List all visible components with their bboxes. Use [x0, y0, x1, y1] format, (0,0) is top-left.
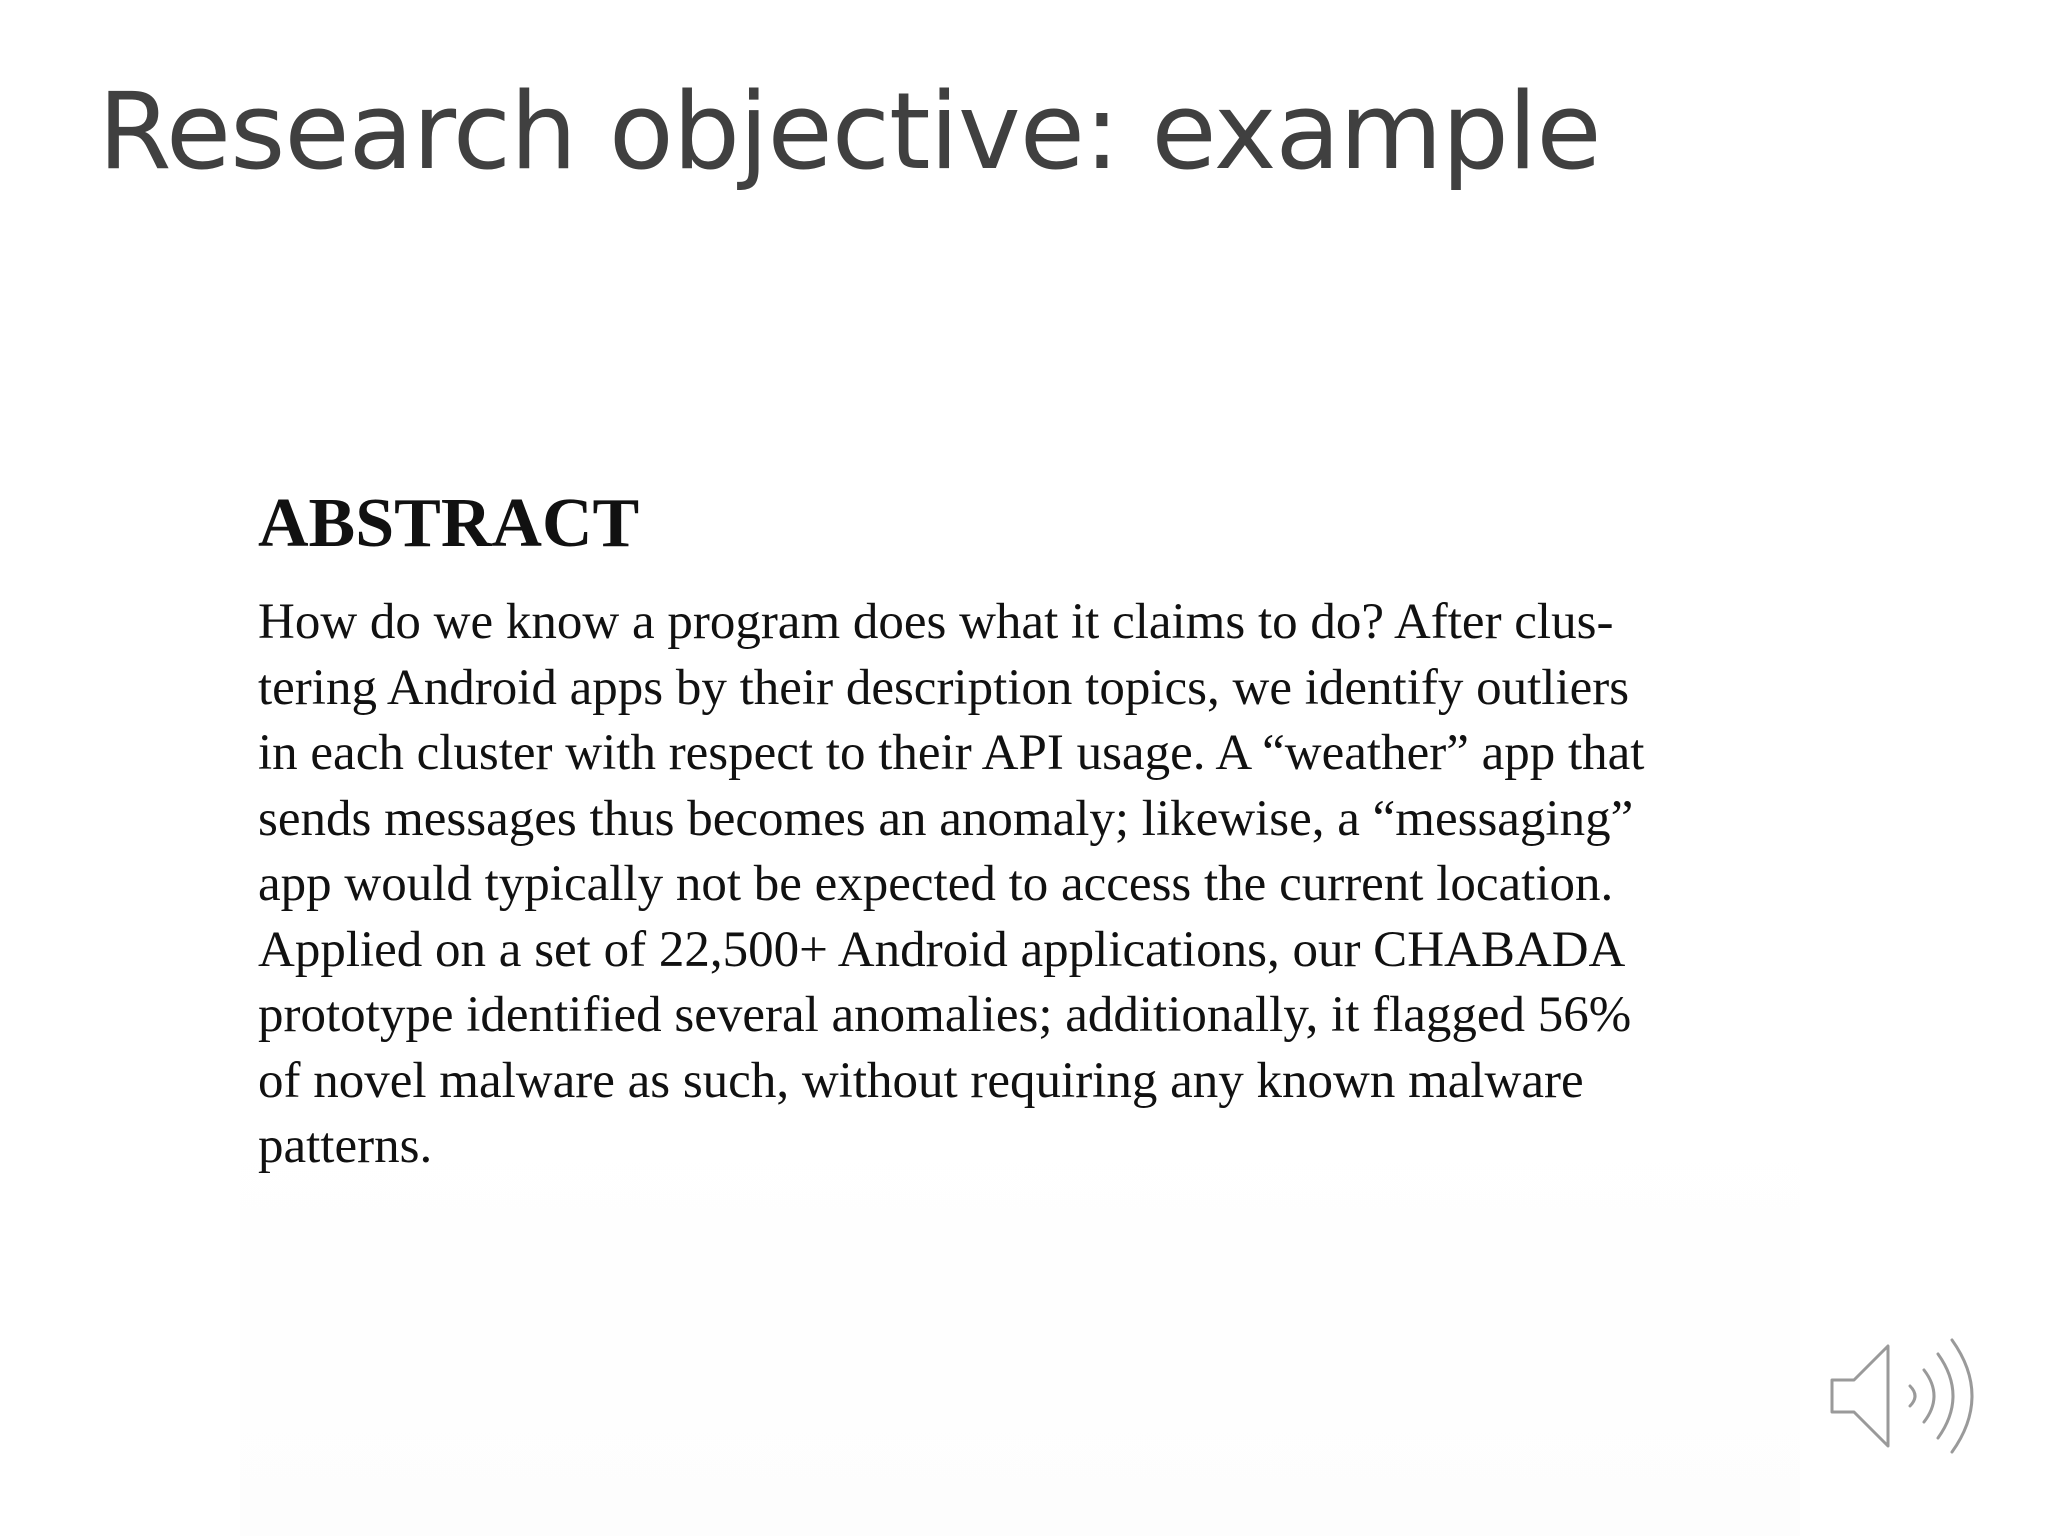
abstract-line: in each cluster with respect to their API usage. A “weather” app that [258, 725, 1645, 781]
abstract-heading: ABSTRACT [258, 485, 640, 562]
abstract-line: of novel malware as such, without requiring any known malware [258, 1052, 1584, 1109]
abstract-line: How do we know a program does what it claims to do? After clus- [258, 594, 1614, 650]
speaker-icon[interactable] [1828, 1334, 1988, 1458]
audio-play-button[interactable] [1828, 1334, 1988, 1458]
abstract-line: prototype identified several anomalies; additionally, it flagged 56% [258, 987, 1632, 1043]
slide-title: Research objective: example [98, 70, 1601, 193]
abstract-line: patterns. [258, 1118, 433, 1174]
abstract-line: Applied on a set of 22,500+ Android applications, our CHABADA [258, 921, 1626, 978]
abstract-body [258, 590, 1778, 1180]
abstract-line: sends messages thus becomes an anomaly; likewise, a “messaging” [258, 790, 1634, 847]
abstract-line: app would typically not be expected to access the current location. [258, 856, 1614, 912]
abstract-line: tering Android apps by their description topics, we identify outliers [258, 659, 1630, 716]
